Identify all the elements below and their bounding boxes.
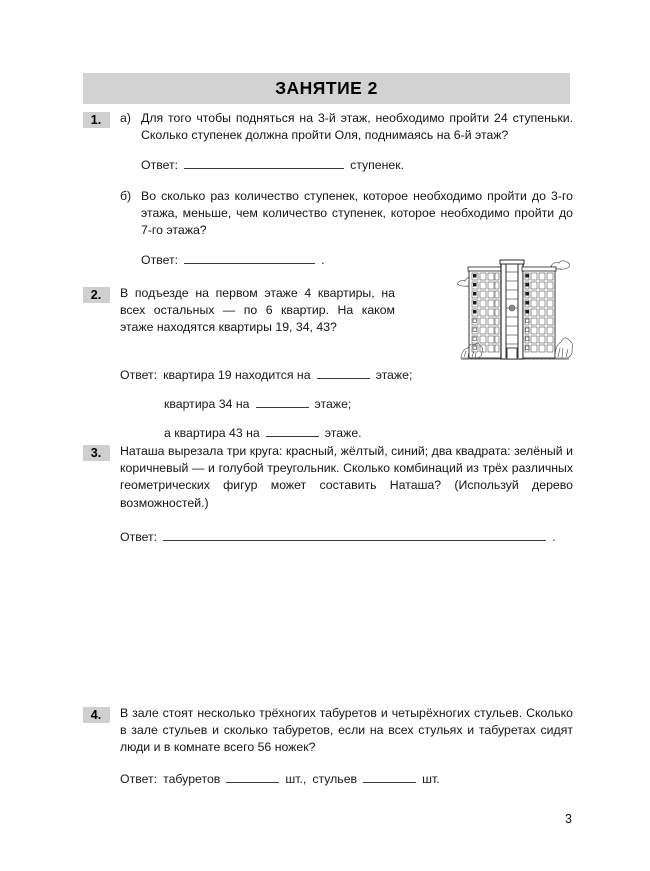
answer-suffix: . <box>552 529 556 544</box>
bush-icon-2 <box>555 338 573 358</box>
problem-3 <box>83 443 573 546</box>
lesson-header-banner <box>83 73 570 104</box>
answer-blank[interactable] <box>317 367 370 379</box>
answer-blank-stools[interactable] <box>226 771 279 783</box>
part-marker-a: а) <box>120 111 131 125</box>
answer-suffix: . <box>321 253 325 268</box>
answer-line-prefix: квартира 19 находится на <box>163 368 311 382</box>
answer-blank[interactable] <box>163 529 546 541</box>
answer-label: Ответ: <box>120 529 158 544</box>
answer-line-suffix: этаже; <box>314 397 352 412</box>
problem-1-part-b-text: Во сколько раз количество ступенек, которое необходимо пройти до 3-го этажа, меньше, чем количество ступенек, которое необходимо пройти до 7-го этажа? <box>141 188 573 238</box>
answer-blank[interactable] <box>184 252 315 264</box>
problem-number-badge: 2. <box>83 287 110 303</box>
answer-label: Ответ: <box>120 368 158 382</box>
answer-part-prefix-2: стульев <box>312 771 358 786</box>
problem-2-answer-block <box>120 367 540 443</box>
problem-3-answer-row <box>120 529 573 546</box>
problem-1a-answer-row <box>120 157 573 174</box>
answer-line-suffix: этаже. <box>324 426 362 441</box>
problem-1-part-a <box>120 110 573 144</box>
problem-number-badge: 3. <box>83 445 110 461</box>
problem-3-text: Наташа вырезала три круга: красный, жёлтый, синий; два квадрата: зелёный и коричневый — и голубой треугольник. Сколько комбинаций из трёх различных геометрических фигур может составить Наташа? (Используй дерево возможностей.) <box>120 444 573 510</box>
problem-1 <box>83 110 573 269</box>
problem-2-answer-row-3 <box>120 425 540 442</box>
problem-number-badge: 1. <box>83 112 110 128</box>
problem-2-text: В подъезде на первом этаже 4 квартиры, на всех остальных — по 6 квартир. На каком этаже находятся квартиры 19, 34, 43? <box>120 286 395 335</box>
problem-1-part-b <box>120 188 573 240</box>
problem-1-part-a-text: Для того чтобы подняться на 3-й этаж, необходимо пройти 24 ступеньки. Сколько ступенек должна пройти Оля, поднимаясь на 6-й этаж? <box>141 111 573 143</box>
answer-line-prefix: а квартира 43 на <box>164 426 260 441</box>
answer-suffix: ступенек. <box>350 158 405 173</box>
problem-4-answer-row <box>120 771 573 788</box>
page-title: ЗАНЯТИЕ 2 <box>275 78 378 98</box>
page-number: 3 <box>565 812 572 826</box>
answer-label: Ответ: <box>120 771 158 786</box>
problem-2-answer-row-1 <box>120 367 540 384</box>
problem-4-text: В зале стоят несколько трёхногих табуретов и четырёхногих стульев. Сколько в зале стульев и сколько табуретов, если на всех стульях и табуретах сидят люди и в комнате всего 56 ножек? <box>120 706 573 755</box>
answer-line-suffix: этаже; <box>375 368 413 382</box>
apartment-building-illustration <box>455 258 575 368</box>
answer-blank[interactable] <box>184 157 344 169</box>
answer-blank[interactable] <box>256 396 309 408</box>
problem-2-answer-row-2 <box>120 396 540 413</box>
answer-blank-chairs[interactable] <box>363 771 416 783</box>
problem-number-badge: 4. <box>83 707 110 723</box>
answer-part-prefix-1: табуретов <box>163 771 221 786</box>
answer-part-suffix-1: шт., <box>285 771 307 786</box>
answer-label: Ответ: <box>141 158 179 173</box>
answer-line-prefix: квартира 34 на <box>164 397 250 412</box>
problem-4 <box>83 705 573 788</box>
part-marker-b: б) <box>120 188 132 203</box>
answer-label: Ответ: <box>141 253 179 268</box>
answer-part-suffix-2: шт. <box>422 771 440 786</box>
answer-blank[interactable] <box>266 425 319 437</box>
